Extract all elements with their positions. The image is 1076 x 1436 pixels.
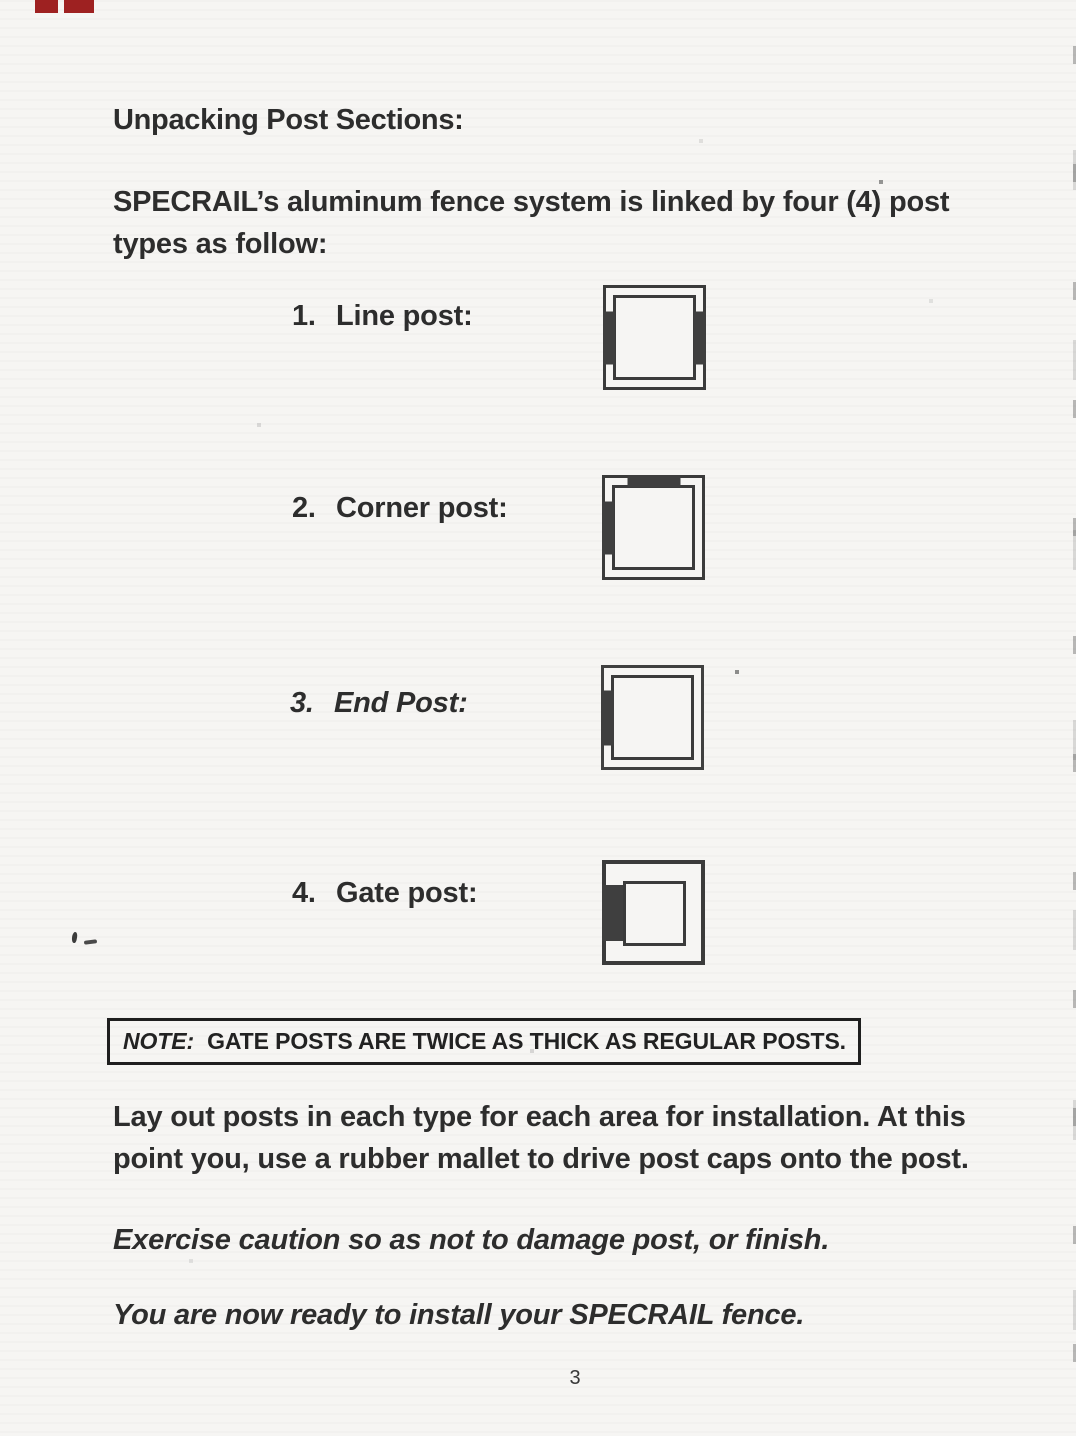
line-post-diagram <box>603 285 706 390</box>
body-line-2: point you, use a rubber mallet to drive post caps onto the post. <box>113 1143 969 1175</box>
ink-smudge <box>71 932 78 944</box>
corner-post-inner-wall <box>612 485 695 570</box>
post-type-label-gate <box>292 877 477 910</box>
page-number: 3 <box>569 1367 581 1389</box>
body-line-1: Lay out posts in each type for each area for installation. At this <box>113 1101 966 1133</box>
body-paragraph <box>113 1096 969 1180</box>
red-scan-mark <box>64 0 94 13</box>
intro-paragraph <box>113 181 949 265</box>
note-text: GATE POSTS ARE TWICE AS THICK AS REGULAR POSTS. <box>207 1028 846 1054</box>
list-number: 1. <box>292 300 316 332</box>
gate-post-inner-wall <box>623 881 686 946</box>
corner-post-left-notch <box>602 501 614 554</box>
post-type-label-corner <box>292 492 508 525</box>
ready-line: You are now ready to install your SPECRAIL fence. <box>113 1299 805 1331</box>
post-type-name: Gate post: <box>336 877 478 909</box>
post-type-name: Line post: <box>336 300 473 332</box>
note-box <box>107 1018 861 1065</box>
intro-line-2: types as follow: <box>113 228 328 260</box>
corner-post-diagram <box>602 475 705 580</box>
gate-post-left-notch <box>602 885 623 941</box>
end-post-left-notch <box>601 690 614 745</box>
post-type-name: Corner post: <box>336 492 508 524</box>
list-number: 4. <box>292 877 316 909</box>
paper-specks <box>0 0 2 2</box>
intro-line-1: SPECRAIL’s aluminum fence system is linked by four (4) post <box>113 186 950 218</box>
red-scan-mark <box>35 0 58 13</box>
line-post-left-notch <box>603 311 615 364</box>
post-type-label-line <box>292 300 473 333</box>
page-title: Unpacking Post Sections: <box>113 104 464 136</box>
end-post-diagram <box>601 665 704 770</box>
list-number: 3. <box>290 687 314 719</box>
ink-smudge <box>84 939 97 945</box>
note-prefix: NOTE: <box>123 1028 195 1054</box>
caution-line: Exercise caution so as not to damage post, or finish. <box>113 1224 830 1256</box>
post-type-label-end <box>290 687 468 720</box>
post-type-name: End Post: <box>334 687 468 719</box>
end-post-inner-wall <box>611 675 694 760</box>
corner-post-top-notch <box>627 475 680 487</box>
list-number: 2. <box>292 492 316 524</box>
line-post-right-notch <box>694 311 706 364</box>
line-post-inner-wall <box>613 295 696 380</box>
gate-post-diagram <box>602 860 705 965</box>
